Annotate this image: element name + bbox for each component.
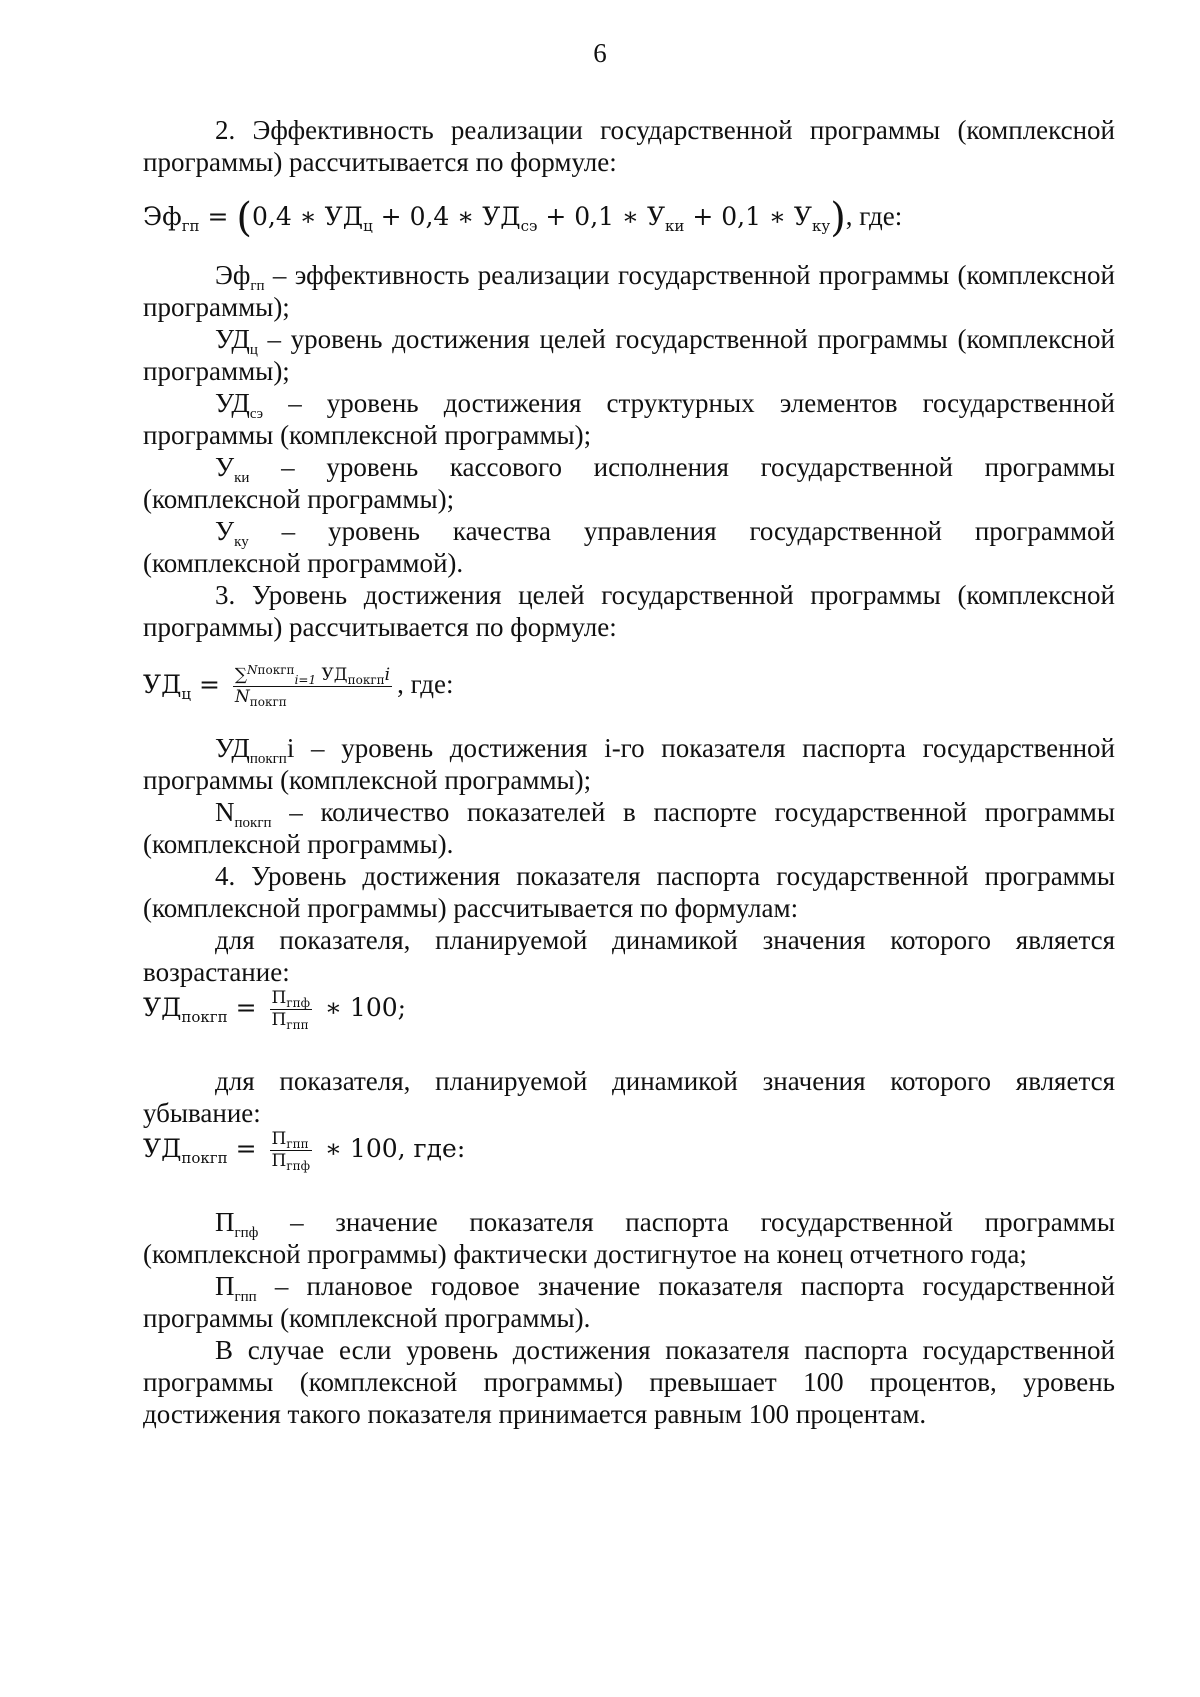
formula-symbol: УД — [143, 670, 182, 699]
formula-subscript: ки — [665, 217, 685, 235]
definition-ef-gp: $Эф_{гп}$ – эффективность реализации государственной программы (комплексной программы); — [143, 260, 1115, 322]
definition-ud-c: $УД_ц$ – уровень достижения целей государственной программы (комплексной программы); — [143, 324, 1115, 386]
fraction-denominator: $N_{покгп}$ — [234, 687, 287, 709]
definition-p-gpp: $П_{гпп}$ – плановое годовое значение показателя паспорта государственной программы (комплексной программы). — [143, 1271, 1115, 1333]
fraction-numerator: $П_{гпф}$ — [271, 988, 311, 1010]
formula-term: 0,4 ∗ — [252, 202, 325, 231]
formula-fraction — [233, 665, 392, 708]
formula-paren: ) — [830, 195, 846, 241]
formula-term: + 0,1 ∗ — [537, 202, 647, 231]
formula-goals — [143, 665, 1115, 708]
fraction-denominator: $П_{гпп}$ — [271, 1010, 309, 1032]
formula-subscript: ц — [181, 685, 192, 703]
formula-operator: = — [199, 202, 237, 231]
formula-symbol: У — [646, 202, 666, 231]
formula-tail: , где: — [397, 669, 454, 699]
growth-case-text: для показателя, планируемой динамикой значения которого является возрастание: — [143, 925, 1115, 987]
formula-symbol: Эф — [143, 202, 182, 231]
definition-ud-se: $УД_{сэ}$ – уровень достижения структурных элементов государственной программы (комплексной программы); — [143, 388, 1115, 450]
final-paragraph: В случае если уровень достижения показателя паспорта государственной программы (комплексной программы) превышает 100 процентов, уровень достижения такого показателя принимается равным 100 процентам. — [143, 1335, 1115, 1429]
fraction-numerator: $П_{гпп}$ — [270, 1129, 313, 1151]
formula-fraction — [270, 988, 313, 1031]
formula-paren: ( — [236, 195, 253, 241]
definition-n-pokgp: $N_{покгп}$ – количество показателей в паспорте государственной программы (комплексной программы). — [143, 797, 1115, 859]
formula-term: + 0,4 ∗ — [372, 202, 483, 231]
formula-fraction — [270, 1129, 313, 1172]
definition-p-gpf: $П_{гпф}$ – значение показателя паспорта государственной программы (комплексной программы) фактически достигнутое на конец отчетного года; — [143, 1207, 1115, 1269]
formula-subscript: ц — [363, 217, 373, 235]
paragraph-4: 4. Уровень достижения показателя паспорта государственной программы (комплексной программы) рассчитывается по формулам: — [143, 861, 1115, 923]
formula-growth: $УД_{покгп}$ = $\frac{П_{гпф}}{П_{гпп}}$ ∗ 100; — [143, 988, 407, 1032]
formula-efficiency — [143, 195, 1115, 241]
definition-ud-pokgp-i: $УД_{покгп}i$ – уровень достижения i-го показателя паспорта государственной программы (комплексной программы); — [143, 733, 1115, 795]
formula-tail: , где: — [845, 201, 903, 231]
formula-symbol: УД — [324, 202, 364, 231]
paragraph-3: 3. Уровень достижения целей государственной программы (комплексной программы) рассчитывается по формуле: — [143, 580, 1115, 642]
formula-symbol: У — [793, 202, 812, 231]
formula-decline: $УД_{покгп}$ = $\frac{П_{гпп}}{П_{гпф}}$ ∗ 100, где: — [143, 1129, 466, 1173]
formula-symbol: УД — [482, 202, 521, 231]
paragraph-2: 2. Эффективность реализации государственной программы (комплексной программы) рассчитывается по формуле: — [143, 115, 1115, 177]
fraction-numerator: ∑$^{Nпокгп}_{i=1}$ $УД_{покгп}i$ — [234, 663, 391, 687]
formula-subscript: сэ — [520, 217, 538, 235]
formula-subscript: гп — [181, 217, 200, 235]
page-number: 6 — [593, 38, 607, 68]
formula-term: + 0,1 ∗ — [684, 202, 794, 231]
definition-u-ku: $У_{ку}$ – уровень качества управления государственной программой (комплексной программой). — [143, 516, 1115, 578]
fraction-denominator: $П_{гпф}$ — [271, 1151, 311, 1173]
formula-operator: = — [191, 670, 228, 699]
decline-case-text: для показателя, планируемой динамикой значения которого является убывание: — [143, 1066, 1115, 1128]
definition-u-ki: $У_{ки}$ – уровень кассового исполнения государственной программы (комплексной программы); — [143, 452, 1115, 514]
document-body — [143, 114, 1115, 1430]
formula-subscript: ку — [811, 217, 831, 235]
